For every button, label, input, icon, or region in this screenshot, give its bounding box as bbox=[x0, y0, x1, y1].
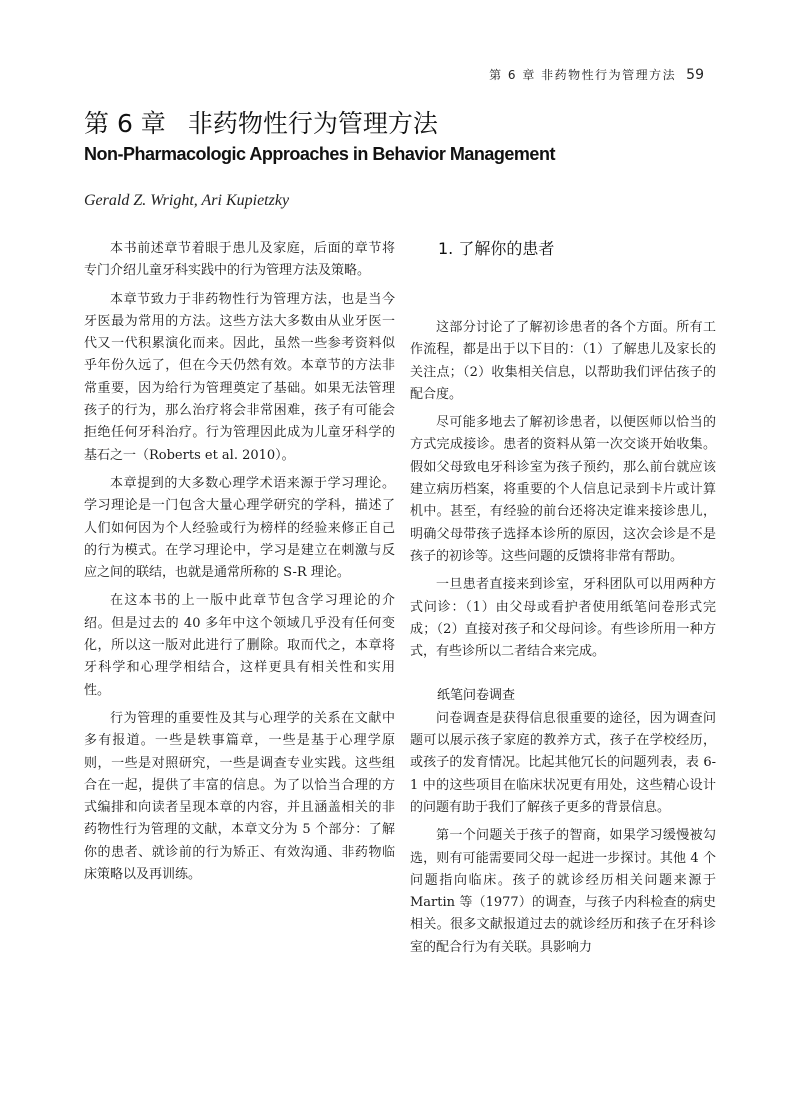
body-paragraph: 问卷调查是获得信息很重要的途径，因为调查问题可以展示孩子家庭的教养方式，孩子在学校经历，或孩子的发育情况。比起其他冗长的问题列表，表 6-1 中的这些项目在临床状况更有用处，这些精心设计的问题有助于我们了解孩子更多的背景信息。 bbox=[410, 710, 716, 815]
body-paragraph: 本章节致力于非药物性行为管理方法，也是当今牙医最为常用的方法。这些方法大多数由从业牙医一代又一代积累演化而来。因此，虽然一些参考资料似乎年份久远了，但在今天仍然有效。本章节的方法非常重要，因为给行为管理奠定了基础。如果无法管理孩子的行为，那么治疗将会非常困难，孩子有可能会拒绝任何牙科治疗。行为管理因此成为儿童牙科学的基石之一（Roberts et al. 2010）。 bbox=[84, 291, 395, 463]
body-paragraph: 尽可能多地去了解初诊患者，以便医师以恰当的方式完成接诊。患者的资料从第一次交谈开始收集。假如父母致电牙科诊室为孩子预约，那么前台就应该建立病历档案，将重要的个人信息记录到卡片或计算机中。甚至，有经验的前台还将决定谁来接诊患儿，明确父母带孩子选择本诊所的原因，这次会诊是不是孩子的初诊等。这些问题的反馈将非常有帮助。 bbox=[410, 415, 716, 564]
chapter-authors: Gerald Z. Wright, Ari Kupietzky bbox=[84, 192, 290, 209]
section-heading: 1. 了解你的患者 bbox=[438, 239, 555, 258]
page-number: 59 bbox=[686, 67, 704, 83]
body-paragraph: 行为管理的重要性及其与心理学的关系在文献中多有报道。一些是轶事篇章，一些是基于心理学原则，一些是对照研究，一些是调查专业实践。这些组合在一起，提供了丰富的信息。为了以恰当合理的方式编排和向读者呈现本章的内容，并且涵盖相关的非药物性行为管理的文献，本章文分为 5 个部分：了解你的患者、就诊前的行为矫正、有效沟通、非药物临床策略以及再训练。 bbox=[84, 710, 395, 883]
body-paragraph: 本书前述章节着眼于患儿及家庭，后面的章节将专门介绍儿童牙科实践中的行为管理方法及策略。 bbox=[84, 241, 395, 279]
sub-heading: 纸笔问卷调查 bbox=[437, 688, 516, 704]
running-header bbox=[489, 66, 704, 83]
body-paragraph: 本章提到的大多数心理学术语来源于学习理论。学习理论是一门包含大量心理学研究的学科，描述了人们如何因为个人经验或行为榜样的经验来修正自己的行为模式。在学习理论中，学习是建立在刺激与反应之间的联结，也就是通常所称的 S-R 理论。 bbox=[84, 475, 395, 581]
chapter-number: 第 6 章 bbox=[84, 109, 166, 138]
left-column bbox=[84, 238, 395, 886]
chapter-english-title: Non-Pharmacologic Approaches in Behavior Management bbox=[84, 144, 555, 164]
chapter-title bbox=[84, 104, 438, 140]
chapter-title-text: 非药物性行为管理方法 bbox=[187, 109, 438, 138]
body-paragraph: 一旦患者直接来到诊室，牙科团队可以用两种方式问诊：（1）由父母或看护者使用纸笔问卷形式完成；（2）直接对孩子和父母问诊。有些诊所用一种方式，有些诊所以二者结合来完成。 bbox=[410, 577, 716, 660]
body-paragraph: 在这本书的上一版中此章节包含学习理论的介绍。但是过去的 40 多年中这个领域几乎没有任何变化，所以这一版对此进行了删除。取而代之，本章将牙科学和心理学相结合，这样更具有相关性和实用性。 bbox=[84, 593, 395, 698]
right-column bbox=[410, 238, 716, 959]
body-paragraph: 第一个问题关于孩子的智商，如果学习缓慢被勾选，则有可能需要同父母一起进一步探讨。其他 4 个问题指向临床。孩子的就诊经历相关问题来源于 Martin 等（1977）的调查，与孩子内科检查的病史相关。很多文献报道过去的就诊经历和孩子在牙科诊室的配合行为有关联。具影响力 bbox=[410, 828, 716, 955]
body-paragraph: 这部分讨论了了解初诊患者的各个方面。所有工作流程，都是出于以下目的：（1）了解患儿及家长的关注点；（2）收集相关信息，以帮助我们评估孩子的配合度。 bbox=[410, 320, 716, 402]
running-title: 第 6 章 非药物性行为管理方法 bbox=[489, 68, 677, 82]
